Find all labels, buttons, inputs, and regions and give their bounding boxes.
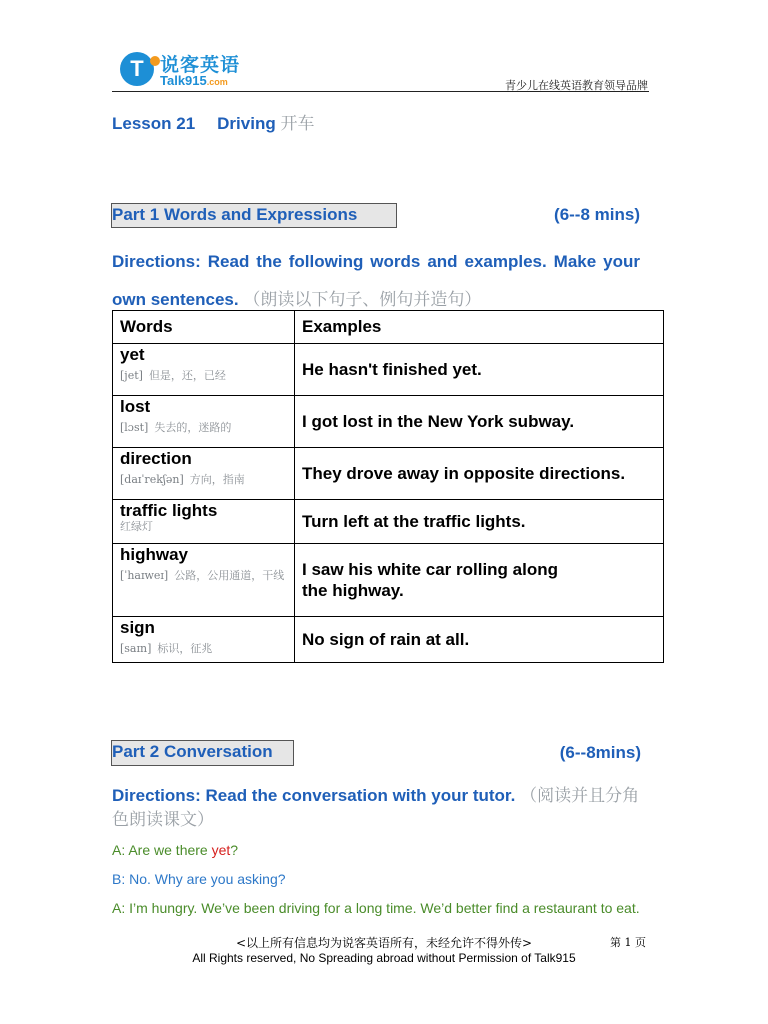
lesson-title-cn: 开车 <box>280 114 315 134</box>
lesson-title <box>112 109 314 134</box>
vocab-example: Turn left at the traffic lights. <box>295 500 664 544</box>
vocab-meaning: 失去的，迷路的 <box>154 421 232 434</box>
page-number: 第 1 页 <box>610 936 646 949</box>
part1-directions <box>112 243 640 319</box>
part2-heading: Part 2 Conversation <box>111 740 294 766</box>
conversation-line-b1: B: No. Why are you asking? <box>112 871 286 887</box>
table-row <box>113 544 664 617</box>
vocab-example: I got lost in the New York subway. <box>295 396 664 448</box>
part2-directions <box>112 784 642 832</box>
vocabulary-table <box>112 310 664 663</box>
vocab-word: highway <box>120 545 189 564</box>
lesson-title-en: Driving <box>217 114 276 133</box>
vocab-example: No sign of rain at all. <box>295 617 664 663</box>
footer-rights: All Rights reserved, No Spreading abroad without Permission of Talk915 <box>192 951 576 965</box>
vocab-phonetic: [lɔst] <box>120 421 149 434</box>
part1-directions-en: Directions: Read the following words and examples. Make your own sentences. <box>112 252 640 309</box>
vocab-word: sign <box>120 618 155 637</box>
header-examples: Examples <box>295 311 664 344</box>
vocab-meaning: 但是，还，已经 <box>148 369 226 382</box>
header-divider <box>112 91 649 92</box>
vocab-meaning: 公路，公用通道，干线 <box>174 569 285 582</box>
vocab-phonetic: [jet] <box>120 369 143 382</box>
part1-heading: Part 1 Words and Expressions <box>111 203 397 228</box>
table-row <box>113 448 664 500</box>
logo-chinese-name: 说客英语 <box>160 54 241 76</box>
footer-notice: <以上所有信息均为说客英语所有，未经允许不得外传> <box>235 936 533 950</box>
vocab-meaning: 标识，征兆 <box>157 642 213 655</box>
logo-english-name: Talk915.com <box>160 73 228 88</box>
vocab-example: They drove away in opposite directions. <box>295 448 664 500</box>
table-row <box>113 396 664 448</box>
highlighted-word: yet <box>211 842 231 858</box>
vocab-phonetic: [ˈhaɪweɪ] <box>120 569 169 582</box>
table-header-row <box>113 311 664 344</box>
table-row <box>113 617 664 663</box>
header-words: Words <box>113 311 295 344</box>
lesson-number: Lesson 21 <box>112 114 196 133</box>
vocab-phonetic: [daɪˈrekʃən] <box>120 473 184 486</box>
header-slogan: 青少儿在线英语教育领导品牌 <box>505 79 648 92</box>
vocab-word: lost <box>120 397 151 416</box>
conversation-line-a2: A: I’m hungry. We’ve been driving for a long time. We’d better find a restaurant to eat. <box>112 900 640 916</box>
vocab-phonetic: [saɪn] <box>120 642 152 655</box>
part2-directions-en: Directions: Read the conversation with your tutor. <box>112 786 516 805</box>
vocab-word: yet <box>120 345 145 364</box>
vocab-example: He hasn't finished yet. <box>295 344 664 396</box>
vocab-word: traffic lights <box>120 501 218 520</box>
vocab-meaning: 方向，指南 <box>189 473 245 486</box>
vocab-word: direction <box>120 449 192 468</box>
conversation-line-a1: A: Are we there yet? <box>112 842 239 858</box>
part2-duration: (6--8mins) <box>559 743 641 762</box>
talk915-logo <box>120 50 250 90</box>
part2-directions-cn: （阅读并且分角色朗读课文） <box>112 786 640 830</box>
part1-directions-cn: （朗读以下句子、例句并造句） <box>243 290 482 310</box>
part1-duration: (6--8 mins) <box>554 205 640 224</box>
logo-mark-icon: T <box>120 52 154 86</box>
table-row <box>113 344 664 396</box>
table-row <box>113 500 664 544</box>
vocab-example: I saw his white car rolling along the highway. <box>295 544 664 617</box>
vocab-meaning: 红绿灯 <box>120 520 153 533</box>
